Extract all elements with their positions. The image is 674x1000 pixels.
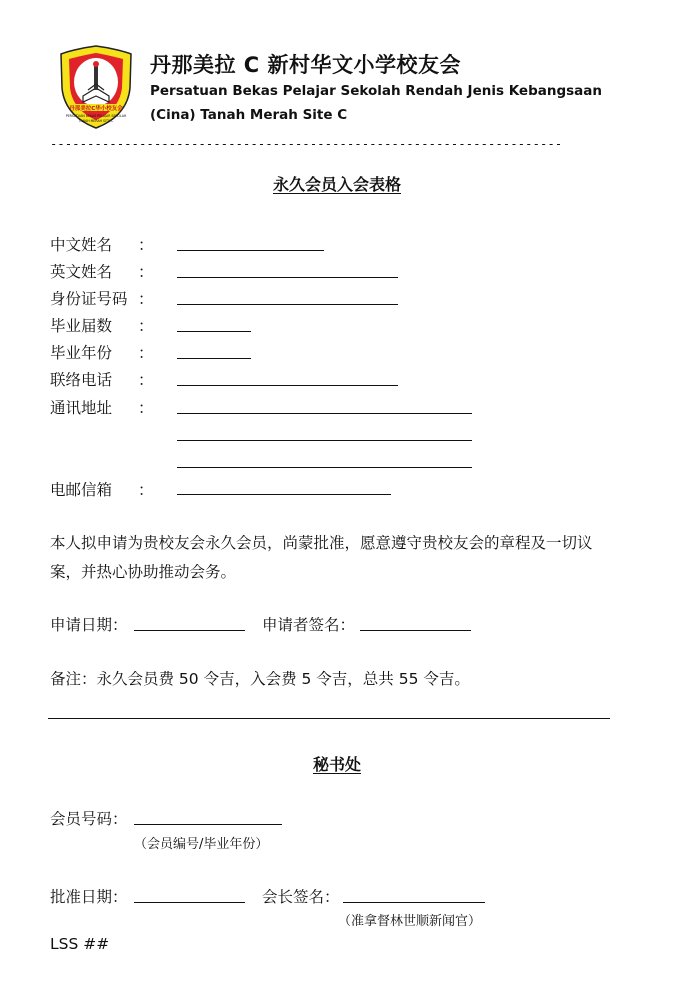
field-label-address: 通讯地址 <box>50 399 113 417</box>
field-label-phone: 联络电话 <box>50 371 113 389</box>
association-logo <box>58 44 134 130</box>
president-signature-hint: （准拿督林世顺新闻官） <box>338 914 482 929</box>
field-colon: ： <box>138 344 154 362</box>
svg-text:丹那美拉C华小校友会: 丹那美拉C华小校友会 <box>69 106 123 112</box>
apply-date-input-line[interactable] <box>134 630 245 631</box>
member-number-input-line[interactable] <box>134 824 282 825</box>
member-number-hint: （会员编号/毕业年份） <box>134 837 269 852</box>
english-name-input-line[interactable] <box>177 277 398 278</box>
svg-text:PERSATUAN BEKAS PELAJAR SEKOLA: PERSATUAN BEKAS PELAJAR SEKOLAH <box>65 114 127 118</box>
applicant-signature-line[interactable] <box>360 630 471 631</box>
member-number-label: 会员号码： <box>50 810 128 828</box>
field-colon: ： <box>138 263 154 281</box>
section-divider <box>48 718 610 719</box>
email-input-line[interactable] <box>177 494 391 495</box>
field-colon: ： <box>138 371 154 389</box>
address-input-line-1[interactable] <box>177 413 472 414</box>
field-colon: ： <box>138 290 154 308</box>
declaration-text: 本人拟申请为贵校友会永久会员，尚蒙批准，愿意遵守贵校友会的章程及一切议案，并热心协助推动会务。 <box>50 534 593 581</box>
address-input-line-2[interactable] <box>177 440 472 441</box>
ic-number-input-line[interactable] <box>177 304 398 305</box>
svg-text:TANAH MERAH SITE C: TANAH MERAH SITE C <box>78 119 114 123</box>
field-label-ic-number: 身份证号码 <box>50 290 128 308</box>
fee-note: 备注：永久会员费 50 令吉，入会费 5 令吉，总共 55 令吉。 <box>50 670 470 688</box>
applicant-signature-label: 申请者签名： <box>262 616 356 634</box>
form-heading: 永久会员入会表格 <box>272 175 401 194</box>
association-title-cn: 丹那美拉 C 新村华文小学校友会 <box>150 53 462 77</box>
address-input-line-3[interactable] <box>177 467 472 468</box>
secretariat-heading: 秘书处 <box>312 755 361 774</box>
president-signature-line[interactable] <box>343 902 485 903</box>
apply-date-label: 申请日期： <box>50 616 128 634</box>
phone-input-line[interactable] <box>177 385 398 386</box>
association-title-ms-line1: Persatuan Bekas Pelajar Sekolah Rendah Jenis Kebangsaan <box>150 83 602 99</box>
graduation-year-input-line[interactable] <box>177 358 251 359</box>
graduation-batch-input-line[interactable] <box>177 331 251 332</box>
field-colon: ： <box>138 317 154 335</box>
field-label-graduation-batch: 毕业届数 <box>50 317 113 335</box>
field-colon: ： <box>138 399 154 417</box>
field-label-email: 电邮信箱 <box>50 481 113 499</box>
header-dashed-separator: --------------------------------------------------------------------- <box>50 137 563 151</box>
footer-code: LSS ## <box>50 935 110 953</box>
field-colon: ： <box>138 236 154 254</box>
chinese-name-input-line[interactable] <box>177 250 324 251</box>
approval-date-input-line[interactable] <box>134 902 245 903</box>
president-signature-label: 会长签名： <box>262 888 340 906</box>
field-colon: ： <box>138 481 154 499</box>
field-label-english-name: 英文姓名 <box>50 263 113 281</box>
association-title-ms-line2: (Cina) Tanah Merah Site C <box>150 107 348 123</box>
approval-date-label: 批准日期： <box>50 888 128 906</box>
field-label-graduation-year: 毕业年份 <box>50 344 113 362</box>
field-label-chinese-name: 中文姓名 <box>50 236 113 254</box>
